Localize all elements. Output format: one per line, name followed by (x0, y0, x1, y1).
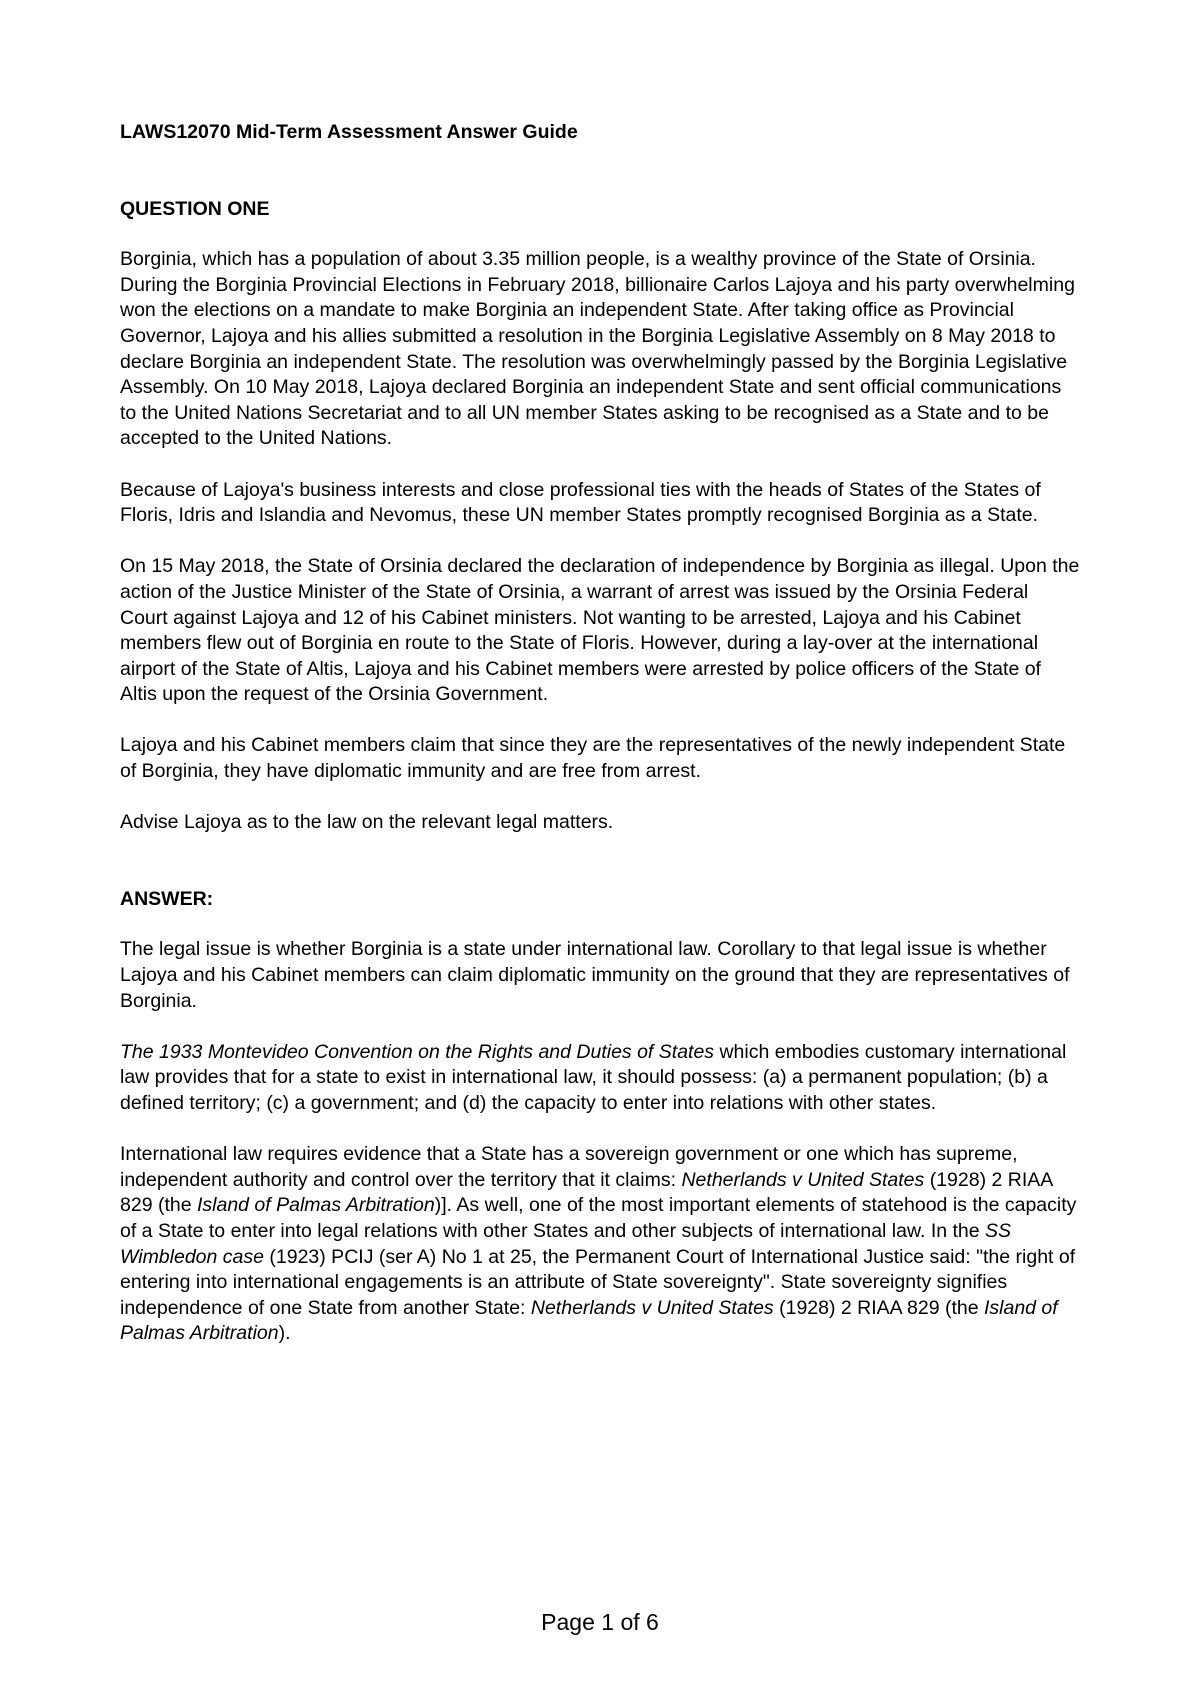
convention-citation: The 1933 Montevideo Convention on the Rights and Duties of States (120, 1040, 715, 1063)
case-citation: Island of Palmas Arbitration (196, 1194, 435, 1217)
document-body (120, 120, 1080, 1373)
paragraph-text: which embodies customary international law provides that for a state to exist in international law, it should possess: (a) a permanent population; (b) a defined territory; (c) a government; and (d) the capacity to enter into relations with other states. (120, 1040, 1067, 1114)
question-heading: QUESTION ONE (120, 197, 270, 220)
paragraph-text: ). (278, 1322, 291, 1345)
document-title: LAWS12070 Mid-Term Assessment Answer Guide (120, 121, 578, 143)
paragraph-text: (1928) 2 RIAA 829 (the (773, 1296, 984, 1319)
question-paragraph: Lajoya and his Cabinet members claim that since they are the representatives of the newly independent State of Borginia, they have diplomatic immunity and are free from arrest. (120, 734, 1066, 783)
page-number: Page 1 of 6 (541, 1609, 659, 1635)
question-paragraph: On 15 May 2018, the State of Orsinia declared the declaration of independence by Borginia as illegal. Upon the action of the Justice Minister of the State of Orsinia, a warrant of arrest was issued by the Orsinia Federal Court against Lajoya and 12 of his Cabinet ministers. Not wanting to be arrested, Lajoya and his Cabinet members flew out of Borginia en route to the State of Floris. However, during a lay-over at the international airport of the State of Altis, Lajoya and his Cabinet members were arrested by police officers of the State of Altis upon the request of the Orsinia Government. (120, 555, 1080, 706)
answer-paragraph-issue: The legal issue is whether Borginia is a state under international law. Corollary to that legal issue is whether Lajoya and his Cabinet members can claim diplomatic immunity on the ground that they are representatives of Borginia. (120, 938, 1070, 1012)
question-paragraph: Because of Lajoya's business interests and close professional ties with the heads of States of the States of Floris, Idris and Islandia and Nevomus, these UN member States promptly recognised Borginia as a State. (120, 478, 1041, 527)
case-citation: Island of Palmas Arbitration (120, 1296, 1058, 1345)
case-citation: SS Wimbledon case (120, 1219, 1012, 1268)
question-paragraph: Advise Lajoya as to the law on the relevant legal matters. (120, 811, 614, 834)
answer-paragraph-sovereignty (120, 1142, 1080, 1347)
answer-paragraph-montevideo (120, 1040, 1080, 1117)
question-paragraph: Borginia, which has a population of about 3.35 million people, is a wealthy province of the State of Orsinia. During the Borginia Provincial Elections in February 2018, billionaire Carlos Lajoya and his party overwhelming won the elections on a mandate to make Borginia an independent State. After taking office as Provincial Governor, Lajoya and his allies submitted a resolution in the Borginia Legislative Assembly on 8 May 2018 to declare Borginia an independent State. The resolution was overwhelmingly passed by the Borginia Legislative Assembly. On 10 May 2018, Lajoya declared Borginia an independent State and sent official communications to the United Nations Secretariat and to all UN member States asking to be recognised as a State and to be accepted to the United Nations. (120, 248, 1075, 450)
paragraph-text: International law requires evidence that a State has a sovereign government or one which has supreme, independent authority and control over the territory that it claims: (120, 1143, 1018, 1191)
paragraph-text: (1923) PCIJ (ser A) No 1 at 25, the Permanent Court of International Justice said: "the right of entering into international engagements is an attribute of State sovereignty". State sovereignty signifies independence of one State from another State: (120, 1245, 1076, 1319)
case-citation: Netherlands v United States (681, 1168, 925, 1191)
paragraph-text: )]. As well, one of the most important elements of statehood is the capacity of a State to enter into legal relations with other States and other subjects of international law. In the (120, 1194, 1077, 1242)
case-citation: Netherlands v United States (530, 1296, 774, 1319)
paragraph-text: (1928) 2 RIAA 829 (the (120, 1168, 1053, 1217)
answer-heading: ANSWER: (120, 887, 214, 910)
